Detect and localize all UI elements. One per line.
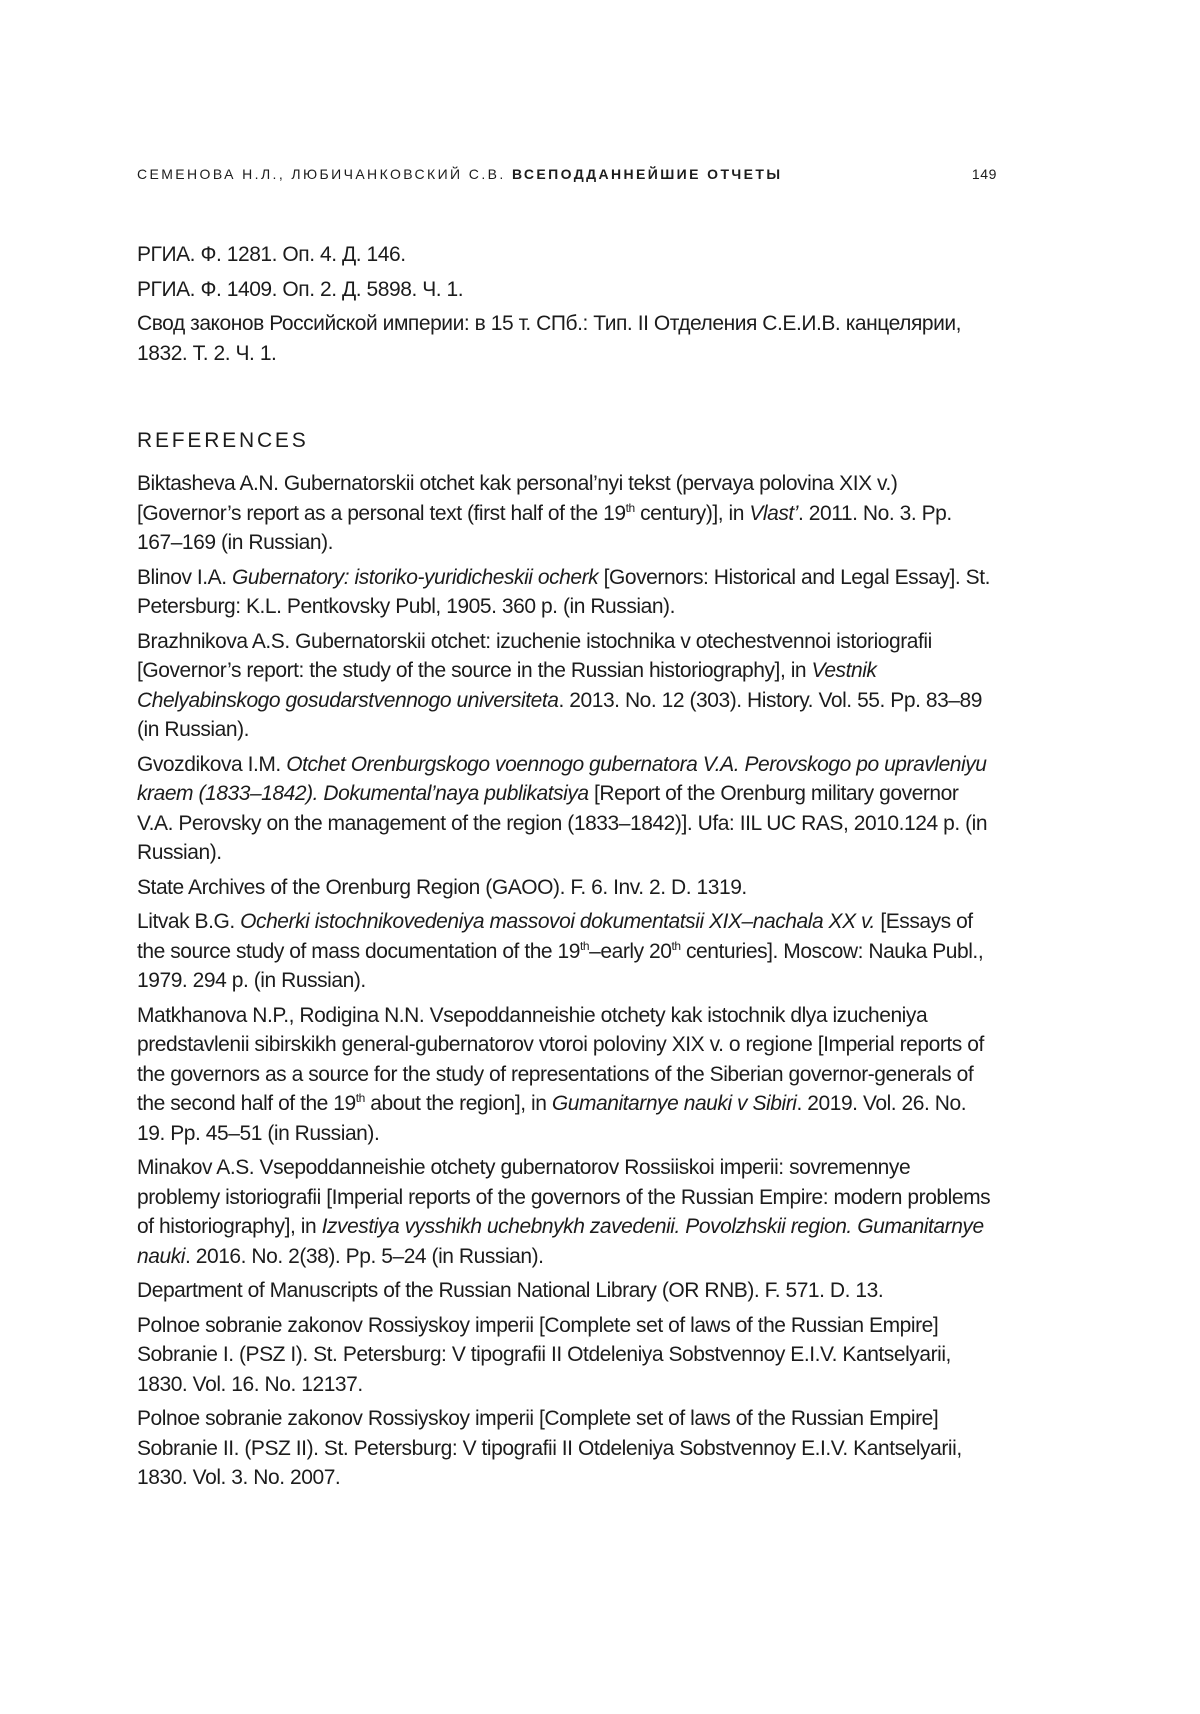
reference-list: [137, 469, 997, 1493]
references-heading: REFERENCES: [137, 429, 309, 452]
reference-item: Brazhnikova A.S. Gubernatorskii otchet: izuchenie istochnika v otechestvennoi istoriografii [Governor’s report: the study of the source in the Russian historiography], in Vestnik Chelyabinskogo gosudarstvennogo universiteta. 2013. No. 12 (303). History. Vol. 55. Pp. 83–89 (in Russian).: [137, 629, 982, 741]
page-number: 149: [971, 166, 997, 182]
running-header: [137, 166, 997, 188]
reference-item: Blinov I.A. Gubernatory: istoriko-yuridicheskii ocherk [Governors: Historical and Legal Essay]. St. Petersburg: K.L. Pentkovsky Publ, 1905. 360 p. (in Russian).: [137, 565, 990, 618]
reference-item: Matkhanova N.P., Rodigina N.N. Vsepoddanneishie otchety kak istochnik dlya izucheniya predstavlenii sibirskikh general-gubernatorov vtoroi poloviny XIX v. o regione [Imperial reports of the governors as a source for the study of representations of the Siberian governor-generals of the second half of the 19th about the region], in Gumanitarnye nauki v Sibiri. 2019. Vol. 26. No. 19. Pp. 45–51 (in Russian).: [137, 1003, 984, 1145]
header-authors: СЕМЕНОВА Н.Л., ЛЮБИЧАНКОВСКИЙ С.В.: [137, 166, 506, 182]
source-item: РГИА. Ф. 1281. Оп. 4. Д. 146.: [137, 243, 406, 266]
reference-item: Polnoe sobranie zakonov Rossiyskoy imperii [Complete set of laws of the Russian Empire] Sobranie I. (PSZ I). St. Petersburg: V tipografii II Otdeleniya Sobstvennoy E.I.V. Kantselyarii, 1830. Vol. 16. No. 12137.: [137, 1313, 951, 1396]
header-running-title: ВСЕПОДДАННЕЙШИЕ ОТЧЕТЫ: [511, 166, 783, 182]
reference-item: Polnoe sobranie zakonov Rossiyskoy imperii [Complete set of laws of the Russian Empire] Sobranie II. (PSZ II). St. Petersburg: V tipografii II Otdeleniya Sobstvennoy E.I.V. Kantselyarii, 1830. Vol. 3. No. 2007.: [137, 1407, 962, 1489]
reference-item: Minakov A.S. Vsepoddanneishie otchety gubernatorov Rossiiskoi imperii: sovremennye problemy istoriografii [Imperial reports of the governors of the Russian Empire: modern problems of historiography], in Izvestiya vysshikh uchebnykh zavedenii. Povolzhskii region. Gumanitarnye nauki. 2016. No. 2(38). Pp. 5–24 (in Russian).: [137, 1156, 991, 1268]
reference-item: Biktasheva A.N. Gubernatorskii otchet kak personal’nyi tekst (pervaya polovina XIX v.) [Governor’s report as a personal text (first half of the 19th century)], in Vlast’. 2011. No. 3. Pp. 167–169 (in Russian).: [137, 472, 952, 554]
source-item: Свод законов Российской империи: в 15 т. СПб.: Тип. II Отделения С.Е.И.В. канцелярии, 1832. Т. 2. Ч. 1.: [137, 312, 962, 365]
archival-sources: [137, 240, 997, 368]
page-body: [137, 240, 997, 1498]
reference-item: State Archives of the Orenburg Region (GAOO). F. 6. Inv. 2. D. 1319.: [137, 875, 747, 899]
reference-item: Litvak B.G. Ocherki istochnikovedeniya massovoi dokumentatsii XIX–nachala XX v. [Essays of the source study of mass documentation of the 19th–early 20th centuries]. Moscow: Nauka Publ., 1979. 294 p. (in Russian).: [137, 910, 984, 992]
reference-item: Gvozdikova I.M. Otchet Orenburgskogo voennogo gubernatora V.A. Perovskogo po upravleniyu kraem (1833–1842). Dokumental’naya publikatsiya [Report of the Orenburg military governor V.A. Perovsky on the management of the region (1833–1842)]. Ufa: IIL UC RAS, 2010.124 p. (in Russian).: [137, 752, 988, 864]
source-item: РГИА. Ф. 1409. Оп. 2. Д. 5898. Ч. 1.: [137, 277, 464, 301]
reference-item: Department of Manuscripts of the Russian National Library (OR RNB). F. 571. D. 13.: [137, 1279, 884, 1302]
